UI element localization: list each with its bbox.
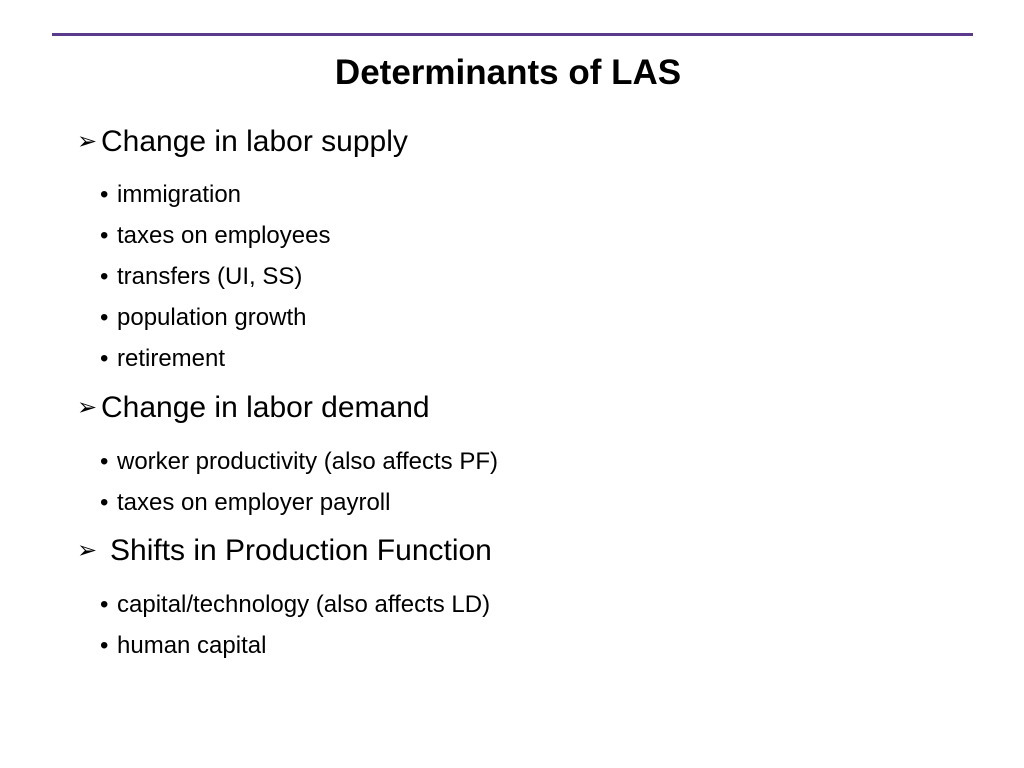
bullet-dot-icon: • [100, 263, 109, 290]
bullet-dot-icon: • [100, 448, 109, 475]
slide-title: Determinants of LAS [334, 53, 682, 92]
section-heading-text: Change in labor supply [101, 125, 408, 158]
list-item-text: immigration [117, 181, 242, 208]
section-heading-text: Shifts in Production Function [110, 534, 492, 567]
section-heading-text: Change in labor demand [101, 391, 430, 424]
list-item [100, 590, 490, 620]
bullet-dot-icon: • [100, 489, 109, 516]
list-item-text: taxes on employer payroll [117, 489, 391, 516]
list-item-text: population growth [117, 304, 307, 331]
section-heading-production-function [77, 533, 492, 569]
section-heading-labor-demand [77, 390, 430, 426]
list-item-text: taxes on employees [117, 222, 331, 249]
arrow-bullet-icon: ➢ [77, 394, 98, 421]
bullet-dot-icon: • [100, 591, 109, 618]
arrow-bullet-icon: ➢ [77, 128, 98, 155]
list-item [100, 303, 306, 333]
top-divider [52, 33, 973, 36]
list-item [100, 180, 241, 210]
list-item-text: worker productivity (also affects PF) [117, 448, 499, 475]
list-item-text: transfers (UI, SS) [117, 263, 303, 290]
list-item [100, 262, 302, 292]
bullet-dot-icon: • [100, 304, 109, 331]
list-item-text: human capital [117, 632, 267, 659]
list-item [100, 221, 330, 251]
list-item [100, 488, 390, 518]
arrow-bullet-icon: ➢ [77, 537, 98, 564]
list-item-text: capital/technology (also affects LD) [117, 591, 491, 618]
list-item [100, 447, 498, 477]
bullet-dot-icon: • [100, 632, 109, 659]
list-item-text: retirement [117, 345, 226, 372]
bullet-dot-icon: • [100, 222, 109, 249]
list-item [100, 344, 225, 374]
bullet-dot-icon: • [100, 345, 109, 372]
list-item [100, 631, 266, 661]
bullet-dot-icon: • [100, 181, 109, 208]
section-heading-labor-supply [77, 124, 408, 160]
